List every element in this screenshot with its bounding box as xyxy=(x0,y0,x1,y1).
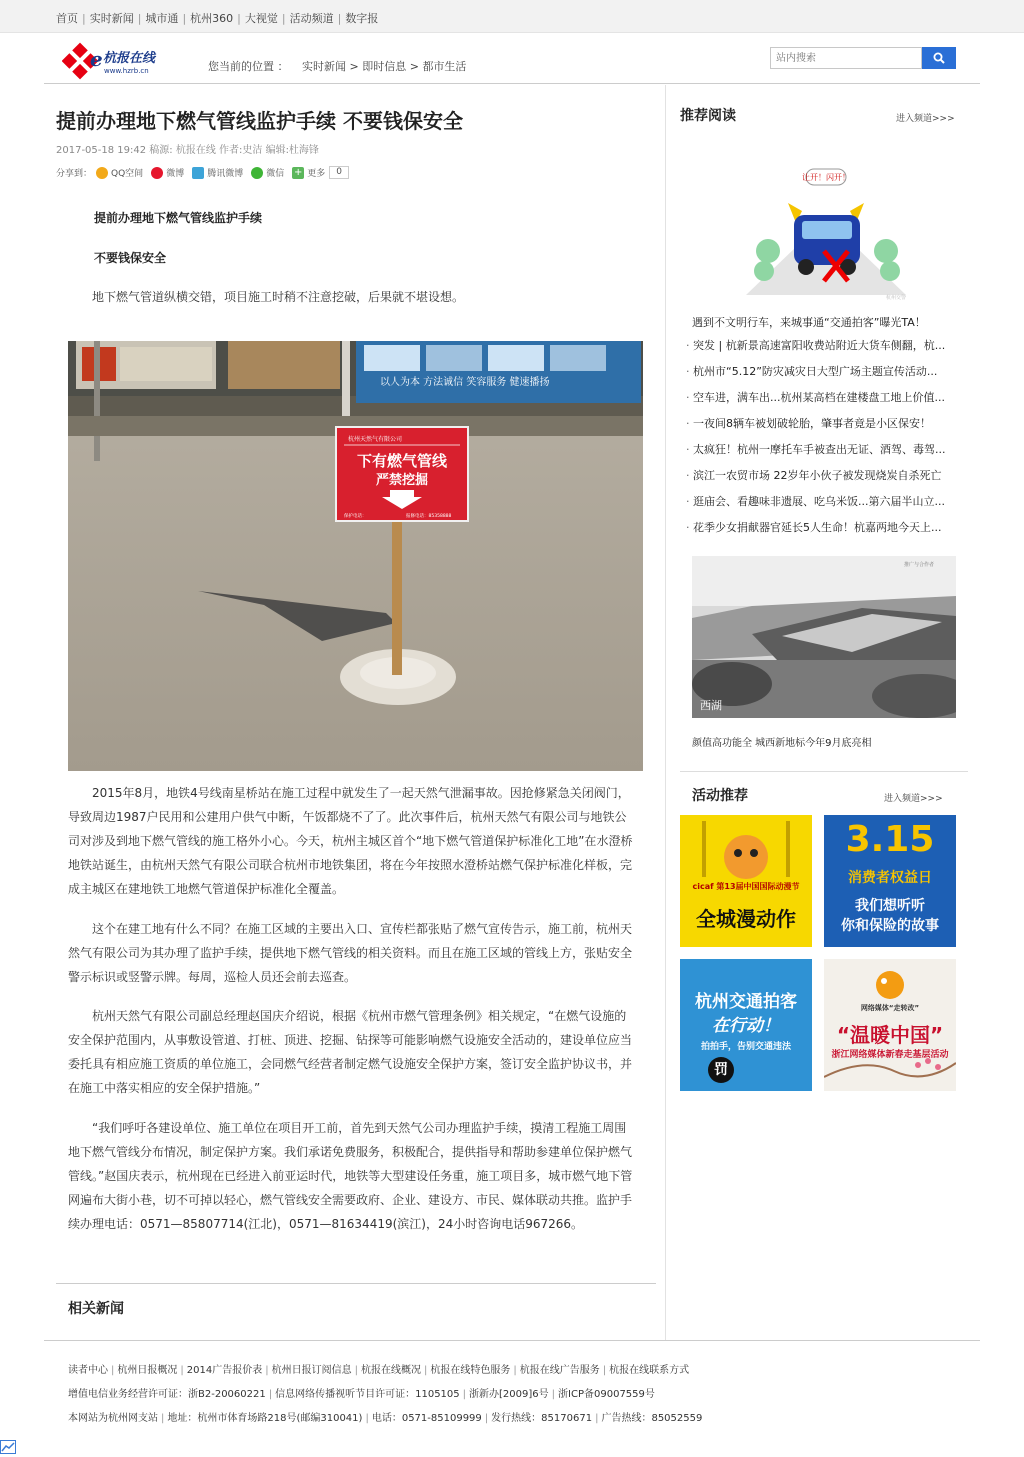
svg-text:以人为本 方法诚信 笑容服务 健速播扬: 以人为本 方法诚信 笑容服务 健速播扬 xyxy=(380,377,550,388)
share-label: 分享到： xyxy=(56,169,93,179)
subheading: 提前办理地下燃气管线监护手续 xyxy=(94,211,263,225)
top-nav-activity[interactable]: 活动频道 xyxy=(289,12,334,25)
article-paragraph: 杭州天然气有限公司副总经理赵国庆介绍说，根据《杭州市燃气管理条例》相关规定，“在燃气设施的安全保护范围内，从事敷设管道、打桩、顶进、挖掘、钻探等可能影响燃气设施安全活动的，建设单位应当委托具有相应施工资质的单位施工，会同燃气经营者制定燃气设施安全保护方案，签订安全监护协议书，并在施工中落实相应的安全保护措施。” xyxy=(68,1009,633,1095)
breadcrumb-separator: > xyxy=(409,60,419,73)
footer-link[interactable]: 杭州日报概况 xyxy=(117,1365,178,1376)
share-more[interactable]: + 更多 xyxy=(294,166,326,179)
list-item[interactable]: · 一夜间8辆车被划破轮胎，肇事者竟是小区保安！ xyxy=(686,416,968,442)
share-wechat[interactable]: 微信 xyxy=(251,166,284,179)
footer-link[interactable]: 杭州日报订阅信息 xyxy=(271,1365,352,1376)
list-item[interactable]: · 花季少女捐献器官延长5人生命！杭嘉两地今天上... xyxy=(686,520,968,546)
article-photo xyxy=(68,341,643,771)
article xyxy=(44,85,666,1340)
search-input[interactable] xyxy=(770,47,922,69)
activity-tile-cicaf[interactable]: cicaf 第13届中国国际动漫节 全城漫动作 xyxy=(680,815,812,947)
divider xyxy=(56,1283,656,1284)
footer xyxy=(44,1340,980,1457)
list-item[interactable]: · 太疯狂！杭州一摩托车手被查出无证、酒驾、毒驾... xyxy=(686,442,968,468)
qzone-icon xyxy=(96,167,108,179)
top-nav-realtime-news[interactable]: 实时新闻 xyxy=(89,12,134,25)
breadcrumb-item[interactable]: 实时新闻 xyxy=(302,60,346,73)
sidebar xyxy=(666,85,980,1340)
article-paragraph: “我们呼吁各建设单位、施工单位在项目开工前，首先到天然气公司办理监护手续，摸清工程施工周围地下燃气管线分布情况，制定保护方案。我们承诺免费服务，积极配合，提供指导和帮助参建单位保护燃气管线。”赵国庆表示，杭州现在已经进入前亚运时代，地铁等大型建设任务重，施工项目多，城市燃气地下管网遍布大街小巷，切不可掉以轻心，燃气管线安全需要政府、企业、建设方、市民、媒体联动共推。监护手续办理电话：0571—85807714(江北)，0571—81634419(滨江)，24小时咨询电话967266。 xyxy=(68,1121,633,1231)
stats-icon[interactable] xyxy=(0,1440,16,1454)
svg-text:杭报在线: 杭报在线 xyxy=(103,51,156,66)
ad-image[interactable] xyxy=(692,556,956,718)
tencent-weibo-icon xyxy=(192,167,204,179)
recommend-more-link[interactable]: 进入频道>>> xyxy=(896,114,955,124)
subheading: 不要钱保安全 xyxy=(94,251,167,265)
article-title: 提前办理地下燃气管线监护手续 不要钱保安全 xyxy=(56,109,463,133)
breadcrumb-label: 您当前的位置 ： xyxy=(208,60,289,73)
recommend-image[interactable] xyxy=(736,163,916,303)
divider xyxy=(680,771,968,772)
article-paragraph: 2015年8月，地铁4号线南星桥站在施工过程中就发生了一起天然气泄漏事故。因抢修紧急关闭阀门，导致周边1987户民用和公建用户供气中断，午饭都烧不了了。此次事件后，杭州天然气有限公司与地铁公司对涉及到地下燃气管线的施工格外小心。今天，杭州主城区首个“地下燃气管道保护标准化工地”在水澄桥地铁站诞生，由杭州天然气有限公司联合杭州市地铁集团，将在今年按照水澄桥站燃气保护标准化样板，完成主城区在建地铁工地燃气管道保护标准化全覆盖。 xyxy=(68,786,633,896)
breadcrumb-separator: > xyxy=(349,60,359,73)
activity-title: 活动推荐 xyxy=(692,788,748,804)
footer-license: 增值电信业务经营许可证：浙B2-20060221 | 信息网络传播视听节目许可证：1105105 | 浙新办[2009]6号 | 浙ICP备09007559号 xyxy=(68,1389,655,1400)
activity-tile-traffic[interactable]: 杭州交通拍客 在行动！ 拍拍手，告别交通违法 罚 xyxy=(680,959,812,1091)
share-qzone[interactable]: QQ空间 xyxy=(96,166,143,179)
svg-text:杭州交警: 杭州交警 xyxy=(885,295,906,301)
list-item[interactable]: · 空车进，满车出...杭州某高档在建楼盘工地上价值... xyxy=(686,390,968,416)
footer-link[interactable]: 杭报在线概况 xyxy=(360,1365,421,1376)
breadcrumb-item[interactable]: 即时信息 xyxy=(362,60,407,73)
top-nav-home[interactable]: 首页 xyxy=(56,12,78,25)
footer-link[interactable]: 杭报在线联系方式 xyxy=(609,1365,690,1376)
recommend-title: 推荐阅读 xyxy=(680,108,736,124)
share-count: 0 xyxy=(329,166,349,179)
list-item[interactable]: · 逛庙会、看趣味非遗展、吃乌米饭...第六届半山立... xyxy=(686,494,968,520)
list-item[interactable]: · 滨江一农贸市场 22岁年小伙子被发现烧炭自杀死亡 xyxy=(686,468,968,494)
share-tencent-weibo[interactable]: 腾讯微博 xyxy=(192,166,243,179)
footer-contact: 本网站为杭州网支站 | 地址：杭州市体育场路218号(邮编310041) | 电话：0571-85109999 | 发行热线：85170671 | 广告热线：85052559 xyxy=(68,1413,703,1424)
top-nav: 首页 | 实时新闻 | 城市通 | 杭州360 | 大视觉 | 活动频道 | 数字报 xyxy=(56,12,379,25)
svg-text:e: e xyxy=(90,47,103,71)
footer-links: 读者中心 | 杭州日报概况 | 2014广告报价表 | 杭州日报订阅信息 | 杭报在线概况 | 杭报在线特色服务 | 杭报在线广告服务 | 杭报在线联系方式 xyxy=(68,1365,690,1376)
footer-link[interactable]: 2014广告报价表 xyxy=(186,1365,263,1376)
building-ad-image xyxy=(692,556,956,718)
svg-text:西湖: 西湖 xyxy=(700,699,722,712)
footer-link[interactable]: 读者中心 xyxy=(68,1365,108,1376)
recommend-list xyxy=(686,338,968,546)
footer-link[interactable]: 杭报在线特色服务 xyxy=(430,1365,511,1376)
lead-paragraph: 地下燃气管道纵横交错，项目施工时稍不注意挖破，后果就不堪设想。 xyxy=(92,290,465,304)
list-item[interactable]: · 杭州市“5.12”防灾减灾日大型广场主题宣传活动... xyxy=(686,364,968,390)
footer-link[interactable]: 杭报在线广告服务 xyxy=(519,1365,600,1376)
svg-text:下有燃气管线: 下有燃气管线 xyxy=(356,452,448,470)
logo-icon xyxy=(62,42,182,80)
svg-text:杭州天然气有限公司: 杭州天然气有限公司 xyxy=(348,436,403,443)
weibo-icon xyxy=(151,167,163,179)
top-nav-vision[interactable]: 大视觉 xyxy=(244,12,278,25)
plus-icon: + xyxy=(294,166,303,178)
traffic-cartoon-image xyxy=(736,163,916,303)
top-nav-digital[interactable]: 数字报 xyxy=(345,12,379,25)
search-box xyxy=(770,47,956,69)
svg-text:保护电话：: 保护电话： xyxy=(344,514,367,519)
wechat-icon xyxy=(251,167,263,179)
breadcrumb-item[interactable]: 都市生活 xyxy=(422,60,467,73)
top-bar xyxy=(0,0,1024,33)
activity-more-link[interactable]: 进入频道>>> xyxy=(884,794,943,804)
svg-text:www.hzrb.cn: www.hzrb.cn xyxy=(104,67,149,75)
svg-text:让开！闪开！: 让开！闪开！ xyxy=(802,173,850,182)
article-paragraph: 这个在建工地有什么不同？在施工区域的主要出入口、宣传栏都张贴了燃气宣传告示，施工前，杭州天然气有限公司为其办理了监护手续，提供地下燃气管线的相关资料。而且在施工区域的管线上方，张贴安全警示标识或竖警示牌。每周，巡检人员还会前去巡查。 xyxy=(68,922,633,984)
recommend-caption[interactable]: 遇到不文明行车，来城事通“交通拍客”曝光TA！ xyxy=(692,316,926,329)
svg-text:严禁挖掘: 严禁挖掘 xyxy=(375,473,429,488)
share-weibo[interactable]: 微博 xyxy=(151,166,184,179)
search-icon xyxy=(933,52,945,64)
svg-text:推广与合作者: 推广与合作者 xyxy=(904,562,935,568)
share-bar xyxy=(56,166,349,179)
top-nav-city[interactable]: 城市通 xyxy=(145,12,179,25)
gas-warning-sign-photo xyxy=(68,341,643,771)
activity-tile-warm-china[interactable]: 网络媒体“走转改” “温暖中国” 浙江网络媒体新春走基层活动 xyxy=(824,959,956,1091)
search-button[interactable] xyxy=(922,47,956,69)
svg-text:报修电话：85358888: 报修电话：85358888 xyxy=(406,514,452,519)
article-meta: 2017-05-18 19:42 稿源: 杭报在线 作者:史洁 编辑:杜海锋 xyxy=(56,145,319,156)
related-news-title: 相关新闻 xyxy=(68,1301,124,1317)
header xyxy=(44,34,980,84)
breadcrumb xyxy=(208,58,466,74)
list-item[interactable]: · 突发 | 杭新景高速富阳收费站附近大货车侧翻，杭... xyxy=(686,338,968,364)
activity-tile-315[interactable]: 3.15 消费者权益日 我们想听听 你和保险的故事 xyxy=(824,815,956,947)
ad-caption[interactable]: 颜值高功能全 城西新地标今年9月底亮相 xyxy=(692,738,872,749)
top-nav-hz360[interactable]: 杭州360 xyxy=(190,12,234,25)
site-logo[interactable] xyxy=(62,42,182,80)
